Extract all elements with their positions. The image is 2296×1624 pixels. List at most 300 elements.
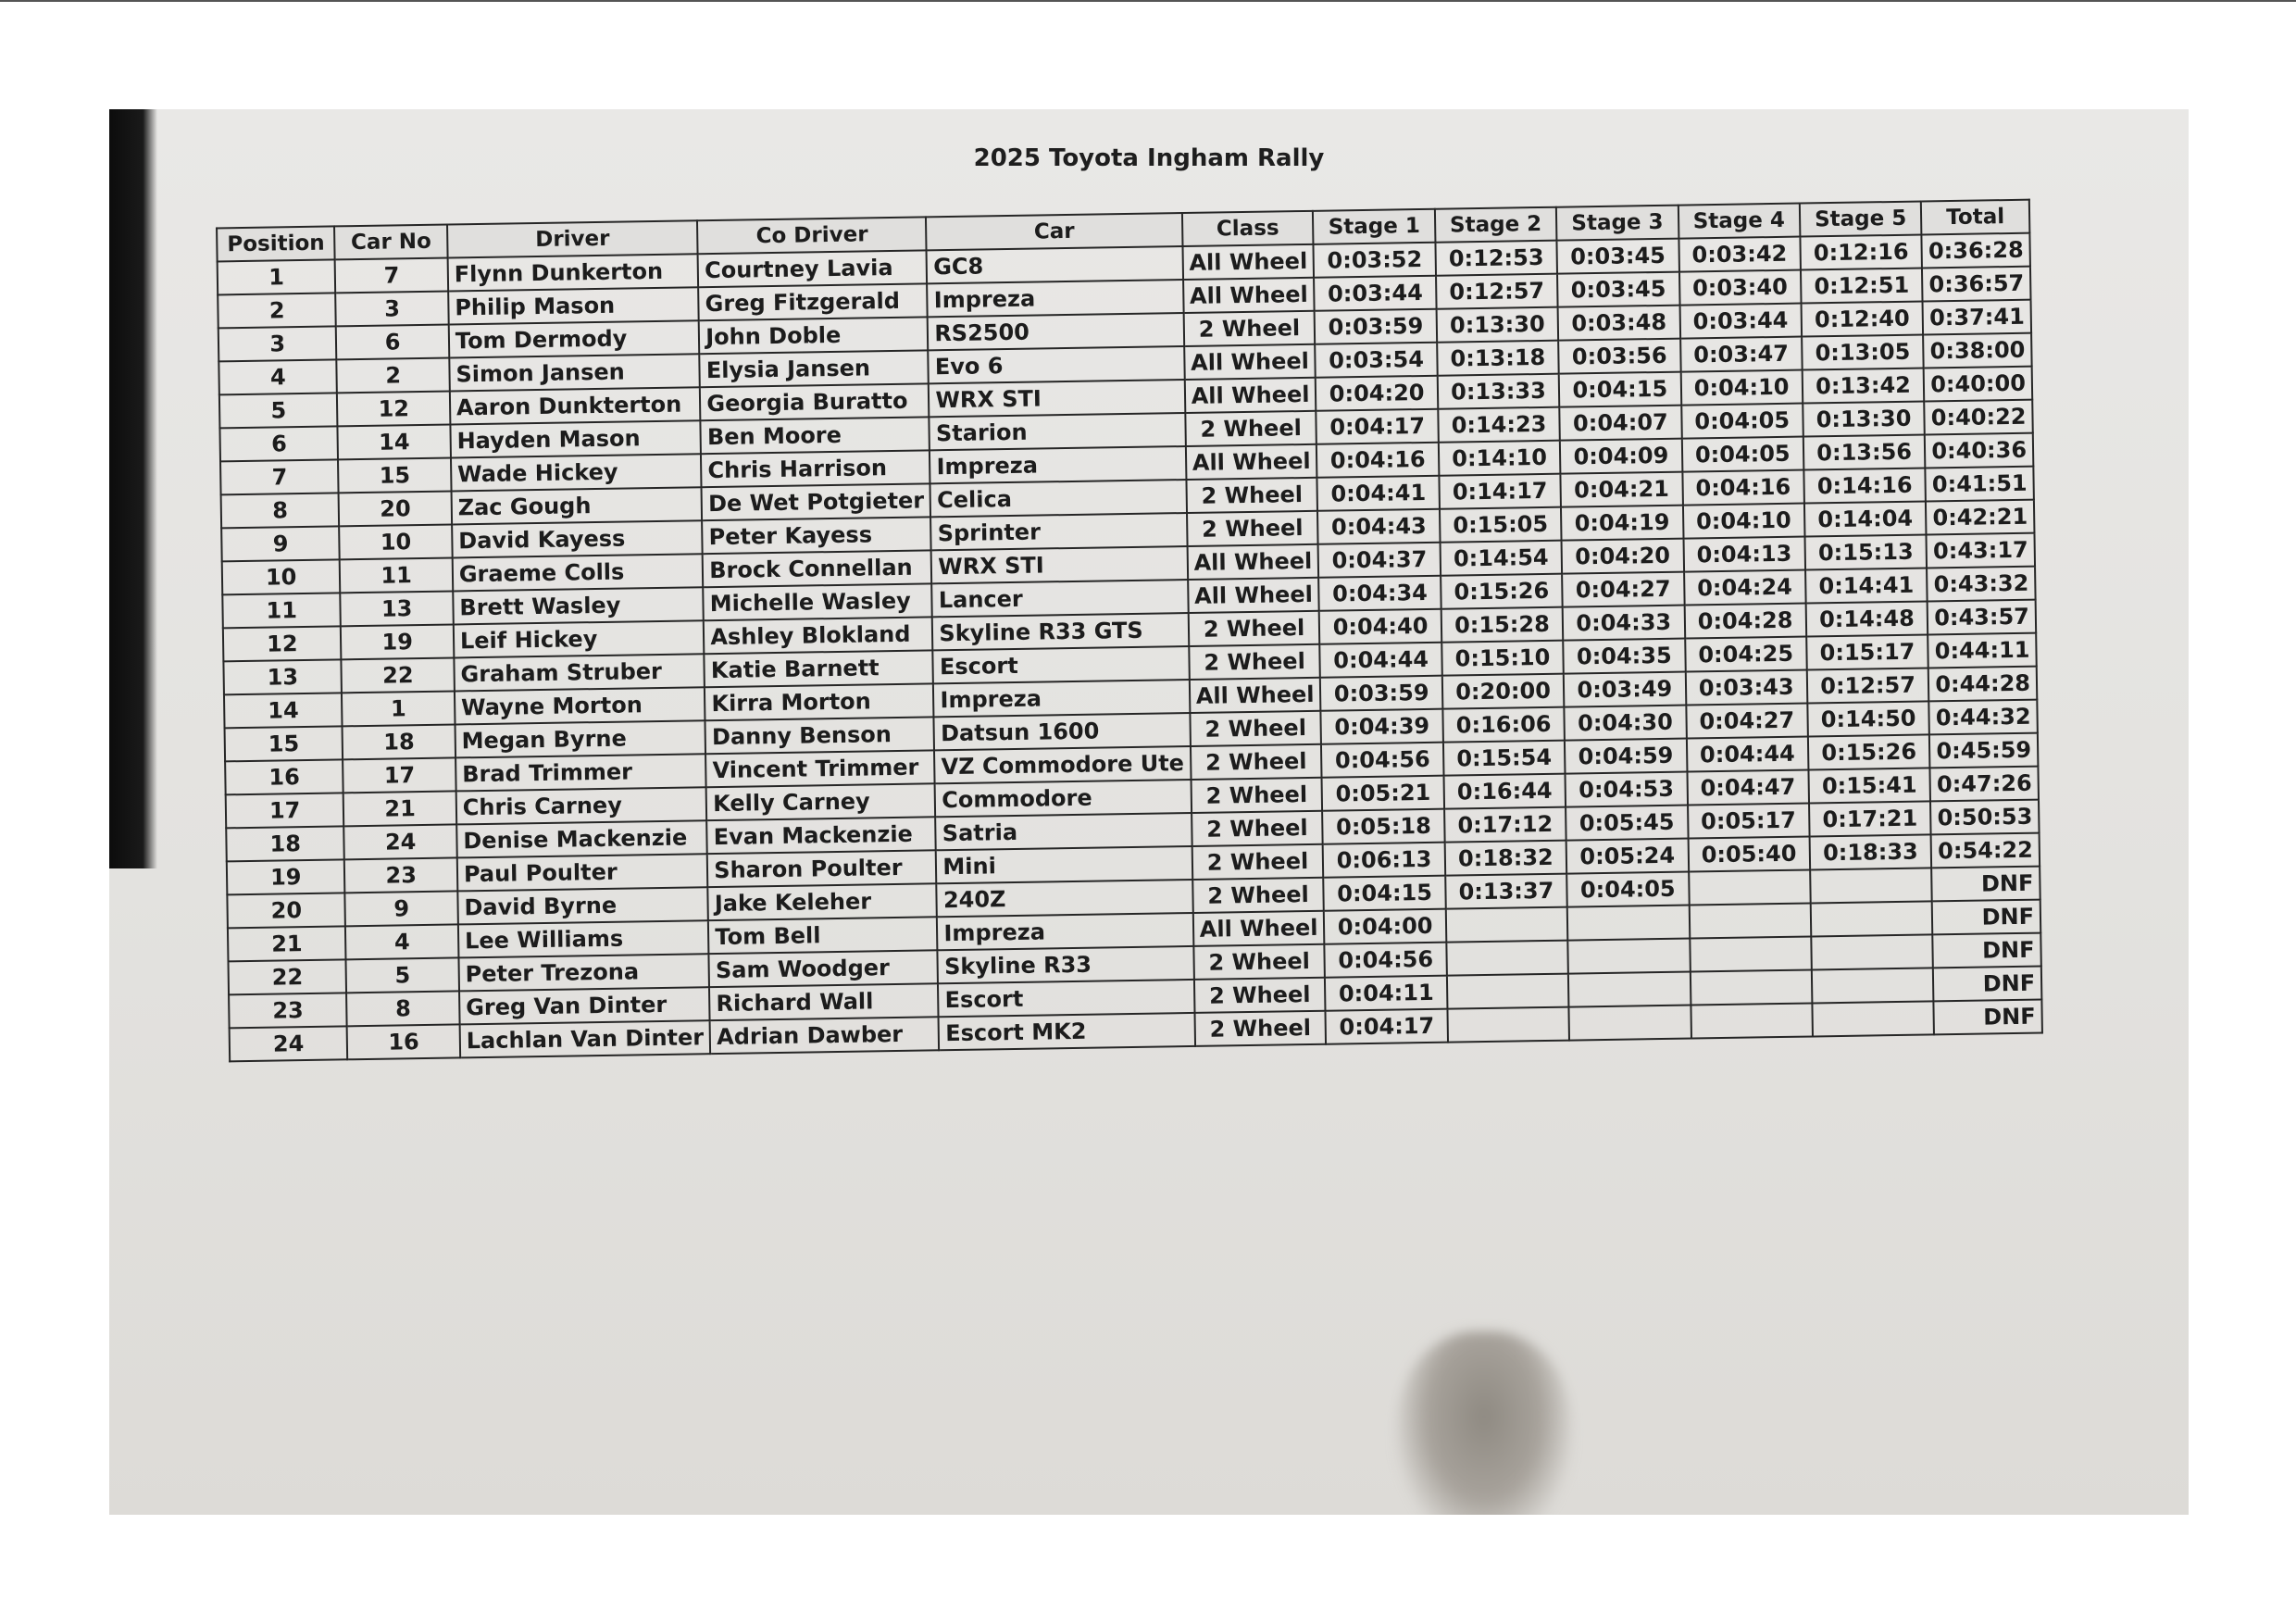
cell-stage-1: 0:03:59 xyxy=(1315,309,1437,344)
cell-total: 0:43:57 xyxy=(1928,600,2036,635)
cell-stage-3: 0:04:07 xyxy=(1559,406,1681,441)
cell-total: DNF xyxy=(1934,1000,2042,1035)
cell-stage-3: 0:04:21 xyxy=(1561,472,1683,507)
cell-stage-1: 0:03:44 xyxy=(1314,276,1436,311)
cell-driver: Zac Gough xyxy=(451,487,702,524)
cell-class: 2 Wheel xyxy=(1188,611,1319,646)
cell-position: 13 xyxy=(223,659,342,694)
cell-car-no: 22 xyxy=(342,657,455,693)
cell-class: 2 Wheel xyxy=(1192,811,1323,846)
cell-total: 0:40:36 xyxy=(1925,433,2033,468)
cell-car-no: 5 xyxy=(346,957,459,993)
cell-car: Mini xyxy=(936,846,1192,883)
cell-class: All Wheel xyxy=(1187,544,1318,580)
cell-total: 0:38:00 xyxy=(1923,333,2031,369)
cell-driver: David Kayess xyxy=(452,520,703,557)
cell-driver: Peter Trezona xyxy=(458,954,709,991)
cell-car-no: 8 xyxy=(346,991,459,1026)
cell-car-no: 1 xyxy=(342,691,455,726)
cell-total: DNF xyxy=(1933,967,2041,1002)
cell-stage-5: 0:12:40 xyxy=(1801,301,1923,336)
cell-total: 0:43:32 xyxy=(1927,567,2035,602)
cell-stage-1: 0:03:52 xyxy=(1314,243,1436,278)
cell-class: 2 Wheel xyxy=(1191,744,1322,780)
document-title: 2025 Toyota Ingham Rally xyxy=(973,144,1325,172)
cell-stage-2: 0:15:10 xyxy=(1441,641,1564,676)
cell-stage-4: 0:03:40 xyxy=(1679,270,1802,306)
cell-co-driver: Richard Wall xyxy=(709,983,939,1020)
cell-co-driver: Brock Connellan xyxy=(703,550,932,587)
cell-class: 2 Wheel xyxy=(1190,711,1321,746)
cell-stage-3: 0:04:27 xyxy=(1562,572,1684,607)
cell-position: 5 xyxy=(219,393,338,428)
cell-stage-3: 0:03:48 xyxy=(1558,306,1680,341)
cell-driver: Flynn Dunkerton xyxy=(447,254,698,291)
cell-car-no: 6 xyxy=(336,325,449,360)
cell-stage-3: 0:04:15 xyxy=(1559,372,1681,407)
cell-co-driver: Danny Benson xyxy=(705,717,935,754)
cell-stage-3: 0:05:24 xyxy=(1566,839,1689,874)
cell-position: 11 xyxy=(222,593,341,628)
cell-position: 7 xyxy=(220,459,339,494)
cell-car-no: 24 xyxy=(344,824,457,859)
cell-driver: Graeme Colls xyxy=(453,554,704,591)
cell-total: 0:45:59 xyxy=(1929,733,2038,768)
cell-driver: David Byrne xyxy=(457,887,708,924)
cell-class: 2 Wheel xyxy=(1194,1011,1326,1046)
cell-position: 4 xyxy=(218,359,337,394)
cell-stage-1: 0:06:13 xyxy=(1323,843,1445,878)
top-border-line xyxy=(0,0,2296,2)
cell-stage-1: 0:04:40 xyxy=(1319,609,1441,644)
cell-class: All Wheel xyxy=(1193,911,1325,946)
cell-co-driver: Michelle Wasley xyxy=(703,583,932,620)
cell-total: 0:44:32 xyxy=(1929,700,2038,735)
cell-total: 0:54:22 xyxy=(1931,833,2040,868)
cell-car: Celica xyxy=(930,480,1187,517)
cell-stage-1: 0:04:56 xyxy=(1325,943,1447,978)
cell-car: RS2500 xyxy=(928,313,1184,350)
cell-stage-5: 0:14:48 xyxy=(1806,601,1928,636)
cell-car: Escort xyxy=(933,646,1190,683)
cell-car: Impreza xyxy=(927,280,1183,317)
cell-position: 18 xyxy=(226,826,344,861)
cell-stage-2: 0:14:54 xyxy=(1440,541,1562,576)
cell-stage-2: 0:13:33 xyxy=(1438,374,1560,409)
cell-stage-4: 0:05:17 xyxy=(1688,803,1810,838)
header-car: Car xyxy=(926,213,1182,250)
cell-car: WRX STI xyxy=(931,546,1188,583)
cell-stage-2: 0:15:26 xyxy=(1441,574,1563,609)
cell-car-no: 9 xyxy=(345,891,458,926)
cell-car-no: 18 xyxy=(343,724,455,759)
cell-stage-1: 0:04:17 xyxy=(1316,409,1439,444)
header-total: Total xyxy=(1921,200,2029,235)
cell-total: 0:42:21 xyxy=(1926,500,2034,535)
cell-co-driver: De Wet Potgieter xyxy=(702,483,931,520)
cell-stage-2: 0:14:10 xyxy=(1439,441,1561,476)
cell-driver: Megan Byrne xyxy=(455,720,705,757)
cell-car-no: 13 xyxy=(341,591,454,626)
cell-position: 14 xyxy=(224,693,343,728)
header-class: Class xyxy=(1182,211,1314,246)
cell-co-driver: Ashley Blokland xyxy=(704,617,933,654)
cell-stage-1: 0:04:16 xyxy=(1316,443,1439,478)
cell-stage-5: 0:15:26 xyxy=(1808,734,1930,769)
cell-driver: Lee Williams xyxy=(458,920,709,957)
cell-co-driver: Sam Woodger xyxy=(709,950,939,987)
cell-total: 0:50:53 xyxy=(1930,800,2039,835)
cell-co-driver: Kelly Carney xyxy=(706,783,936,820)
cell-co-driver: Georgia Buratto xyxy=(700,383,930,420)
cell-car-no: 11 xyxy=(340,557,453,593)
cell-position: 21 xyxy=(228,926,346,961)
cell-position: 23 xyxy=(229,993,347,1028)
cell-stage-5: 0:13:05 xyxy=(1802,334,1924,369)
cell-stage-4: 0:04:10 xyxy=(1682,504,1804,539)
cell-stage-5: 0:12:57 xyxy=(1807,668,1929,703)
cell-position: 12 xyxy=(223,626,342,661)
cell-car-no: 19 xyxy=(341,624,454,659)
cell-stage-1: 0:04:43 xyxy=(1317,509,1440,544)
cell-co-driver: Jake Keleher xyxy=(708,883,938,920)
cell-driver: Wayne Morton xyxy=(455,687,705,724)
cell-stage-4: 0:04:28 xyxy=(1684,604,1806,639)
cell-stage-2: 0:14:17 xyxy=(1439,474,1561,509)
cell-driver: Lachlan Van Dinter xyxy=(459,1020,710,1057)
cell-car-no: 2 xyxy=(337,358,450,394)
cell-car-no: 23 xyxy=(344,857,457,893)
cell-class: 2 Wheel xyxy=(1194,978,1326,1013)
cell-stage-2: 0:13:18 xyxy=(1437,341,1559,376)
cell-car: Escort xyxy=(938,980,1194,1017)
cell-stage-4: 0:03:44 xyxy=(1679,304,1802,339)
cell-co-driver: Ben Moore xyxy=(701,417,930,454)
cell-total: 0:36:28 xyxy=(1922,233,2030,269)
cell-stage-4: 0:03:47 xyxy=(1680,337,1803,372)
cell-stage-4: 0:04:44 xyxy=(1686,737,1808,772)
cell-stage-1: 0:04:34 xyxy=(1319,576,1441,611)
cell-position: 8 xyxy=(221,493,340,528)
cell-total: DNF xyxy=(1931,867,2040,902)
cell-stage-3: 0:04:53 xyxy=(1566,772,1688,807)
cell-stage-5: 0:13:30 xyxy=(1803,401,1925,436)
cell-class: 2 Wheel xyxy=(1189,644,1320,680)
header-car-no: Car No xyxy=(334,225,447,260)
cell-stage-3 xyxy=(1567,939,1690,974)
cell-stage-1: 0:04:17 xyxy=(1326,1009,1448,1044)
cell-stage-4: 0:04:27 xyxy=(1686,704,1808,739)
cell-driver: Philip Mason xyxy=(448,287,699,324)
cell-stage-5: 0:14:41 xyxy=(1805,568,1928,603)
cell-stage-1: 0:03:59 xyxy=(1320,676,1442,711)
cell-stage-1: 0:04:11 xyxy=(1325,976,1447,1011)
cell-class: 2 Wheel xyxy=(1185,411,1316,446)
cell-car: Satria xyxy=(936,813,1192,850)
cell-stage-4: 0:04:10 xyxy=(1680,370,1803,406)
cell-total: DNF xyxy=(1933,933,2041,968)
cell-position: 6 xyxy=(219,426,338,461)
dark-background-edge xyxy=(109,109,157,868)
cell-class: 2 Wheel xyxy=(1193,944,1325,980)
cell-car-no: 16 xyxy=(347,1024,460,1059)
cell-stage-1: 0:04:20 xyxy=(1316,376,1438,411)
cell-stage-2: 0:17:12 xyxy=(1444,807,1566,843)
cell-total: 0:36:57 xyxy=(1922,267,2030,302)
cell-stage-2 xyxy=(1446,907,1568,943)
cell-class: 2 Wheel xyxy=(1191,778,1322,813)
cell-stage-2: 0:14:23 xyxy=(1438,407,1560,443)
header-stage-3: Stage 3 xyxy=(1556,206,1678,241)
cell-stage-2: 0:15:05 xyxy=(1440,507,1562,543)
cell-stage-2 xyxy=(1447,1007,1569,1043)
results-table xyxy=(216,199,2043,1063)
cell-stage-4: 0:04:05 xyxy=(1681,437,1803,472)
cell-driver: Graham Struber xyxy=(454,654,705,691)
cell-stage-5: 0:13:42 xyxy=(1803,368,1925,403)
cell-stage-4: 0:03:42 xyxy=(1678,237,1801,272)
cell-co-driver: Elysia Jansen xyxy=(700,350,930,387)
cell-stage-4 xyxy=(1691,1003,1813,1038)
cell-stage-2: 0:12:57 xyxy=(1436,274,1558,309)
cell-driver: Hayden Mason xyxy=(450,420,701,457)
cell-class: All Wheel xyxy=(1190,678,1321,713)
cell-co-driver: Adrian Dawber xyxy=(710,1017,940,1054)
cell-position: 15 xyxy=(225,726,343,761)
cell-stage-2 xyxy=(1446,941,1568,976)
cell-class: All Wheel xyxy=(1183,278,1315,313)
cell-car: Commodore xyxy=(935,780,1192,817)
cell-position: 2 xyxy=(218,293,336,328)
cell-car: Impreza xyxy=(937,913,1193,950)
cell-car: Impreza xyxy=(930,446,1186,483)
cell-stage-5: 0:12:51 xyxy=(1801,269,1923,304)
cell-stage-5: 0:14:50 xyxy=(1807,701,1929,736)
cell-co-driver: Kirra Morton xyxy=(705,683,934,720)
cell-car-no: 15 xyxy=(338,457,451,493)
cell-co-driver: Greg Fitzgerald xyxy=(698,283,928,320)
cell-position: 17 xyxy=(226,793,344,828)
header-co-driver: Co Driver xyxy=(697,217,927,254)
cell-car: Skyline R33 xyxy=(938,946,1194,983)
cell-total: 0:40:22 xyxy=(1924,400,2032,435)
cell-car: Lancer xyxy=(932,580,1189,617)
header-driver: Driver xyxy=(447,220,698,257)
cell-stage-3 xyxy=(1568,972,1691,1007)
cell-car-no: 4 xyxy=(345,924,458,959)
cell-stage-2: 0:12:53 xyxy=(1435,241,1557,276)
cell-car: Datsun 1600 xyxy=(934,713,1191,750)
cell-stage-3: 0:04:33 xyxy=(1563,606,1685,641)
cell-driver: Paul Poulter xyxy=(457,854,708,891)
cell-car: Skyline R33 GTS xyxy=(932,613,1189,650)
cell-car: VZ Commodore Ute xyxy=(934,746,1191,783)
results-sheet xyxy=(216,199,2043,1063)
cell-co-driver: Evan Mackenzie xyxy=(706,817,936,854)
cell-car-no: 20 xyxy=(339,491,452,526)
cell-driver: Brett Wasley xyxy=(453,587,704,624)
cell-class: 2 Wheel xyxy=(1192,878,1324,913)
cell-stage-4: 0:04:24 xyxy=(1684,570,1806,606)
cell-stage-5: 0:14:04 xyxy=(1804,501,1927,536)
cell-stage-3: 0:03:45 xyxy=(1557,239,1679,274)
cell-stage-4 xyxy=(1690,936,1812,971)
cell-car: 240Z xyxy=(937,880,1193,917)
cell-stage-4: 0:04:13 xyxy=(1683,537,1805,572)
cell-class: 2 Wheel xyxy=(1187,511,1318,546)
cell-stage-1: 0:04:39 xyxy=(1321,709,1443,744)
cell-car-no: 14 xyxy=(338,424,451,459)
cell-stage-5: 0:13:56 xyxy=(1803,434,1926,469)
cell-class: All Wheel xyxy=(1188,578,1319,613)
cell-stage-5: 0:18:33 xyxy=(1809,834,1931,869)
cell-position: 20 xyxy=(227,893,345,928)
cell-stage-1: 0:04:15 xyxy=(1324,876,1446,911)
cell-stage-1: 0:05:18 xyxy=(1323,809,1445,844)
cell-car-no: 21 xyxy=(343,791,456,826)
cell-stage-2: 0:16:44 xyxy=(1443,774,1566,809)
cell-position: 19 xyxy=(227,859,345,894)
cell-stage-1: 0:05:21 xyxy=(1322,776,1444,811)
cell-car: WRX STI xyxy=(929,380,1185,417)
cell-stage-5: 0:12:16 xyxy=(1800,235,1922,270)
cell-stage-4: 0:04:47 xyxy=(1687,769,1809,805)
cell-car: Escort MK2 xyxy=(939,1013,1195,1050)
cell-co-driver: Katie Barnett xyxy=(705,650,934,687)
cell-stage-2: 0:15:28 xyxy=(1441,607,1563,643)
cell-stage-2: 0:13:30 xyxy=(1436,307,1558,343)
cell-position: 10 xyxy=(222,559,341,594)
cell-co-driver: Tom Bell xyxy=(708,917,938,954)
cell-stage-5: 0:15:17 xyxy=(1806,634,1928,669)
cell-stage-1: 0:04:44 xyxy=(1320,643,1442,678)
cell-stage-3: 0:04:05 xyxy=(1566,872,1689,907)
cell-car: GC8 xyxy=(927,246,1183,283)
cell-stage-3: 0:05:45 xyxy=(1566,806,1688,841)
cell-stage-4 xyxy=(1689,903,1811,938)
cell-stage-1: 0:03:54 xyxy=(1316,343,1438,378)
cell-stage-3: 0:04:30 xyxy=(1565,706,1687,741)
cell-stage-4: 0:04:25 xyxy=(1685,637,1807,672)
cell-stage-2 xyxy=(1447,974,1569,1009)
cell-total: 0:40:00 xyxy=(1924,367,2032,402)
cell-stage-4: 0:05:40 xyxy=(1688,836,1810,871)
cell-stage-5: 0:14:16 xyxy=(1803,468,1926,503)
cell-stage-2: 0:15:54 xyxy=(1443,741,1566,776)
cell-stage-3 xyxy=(1567,906,1690,941)
cell-car-no: 10 xyxy=(340,524,453,559)
cell-total: 0:44:28 xyxy=(1928,667,2037,702)
cell-class: All Wheel xyxy=(1184,344,1316,380)
header-stage-4: Stage 4 xyxy=(1678,204,1800,239)
cell-co-driver: Courtney Lavia xyxy=(698,250,928,287)
finger-shadow xyxy=(1396,1331,1572,1515)
cell-total: 0:44:11 xyxy=(1928,633,2036,668)
cell-position: 22 xyxy=(228,959,346,994)
cell-stage-4: 0:04:16 xyxy=(1682,470,1804,506)
cell-position: 24 xyxy=(230,1026,348,1061)
cell-car-no: 17 xyxy=(343,757,456,793)
header-position: Position xyxy=(217,226,335,261)
cell-stage-4 xyxy=(1689,869,1811,905)
cell-total: 0:47:26 xyxy=(1930,767,2039,802)
cell-stage-3: 0:04:19 xyxy=(1561,506,1683,541)
cell-stage-1: 0:04:41 xyxy=(1317,476,1440,511)
cell-class: All Wheel xyxy=(1186,444,1317,480)
cell-stage-2: 0:20:00 xyxy=(1442,674,1565,709)
cell-total: 0:43:17 xyxy=(1927,533,2035,568)
cell-stage-5: 0:15:41 xyxy=(1808,768,1930,803)
cell-driver: Leif Hickey xyxy=(454,620,705,657)
cell-driver: Wade Hickey xyxy=(451,454,702,491)
cell-stage-3: 0:03:45 xyxy=(1557,272,1679,307)
cell-class: All Wheel xyxy=(1184,378,1316,413)
cell-stage-1: 0:04:56 xyxy=(1321,743,1443,778)
cell-stage-3: 0:04:59 xyxy=(1565,739,1687,774)
cell-stage-3: 0:03:56 xyxy=(1558,339,1680,374)
cell-car-no: 3 xyxy=(336,292,449,327)
cell-stage-5 xyxy=(1812,968,1934,1003)
cell-driver: Chris Carney xyxy=(456,787,707,824)
results-body xyxy=(218,233,2042,1062)
header-stage-5: Stage 5 xyxy=(1800,202,1922,237)
cell-stage-3: 0:03:49 xyxy=(1564,672,1686,707)
cell-class: 2 Wheel xyxy=(1186,478,1317,513)
cell-stage-3: 0:04:09 xyxy=(1560,439,1682,474)
cell-total: 0:37:41 xyxy=(1923,300,2031,335)
cell-stage-5: 0:15:13 xyxy=(1804,534,1927,569)
cell-car-no: 12 xyxy=(337,392,450,427)
cell-co-driver: Vincent Trimmer xyxy=(705,750,935,787)
cell-stage-1: 0:04:00 xyxy=(1324,909,1446,944)
cell-position: 9 xyxy=(221,526,340,561)
cell-stage-5: 0:17:21 xyxy=(1809,801,1931,836)
cell-stage-5 xyxy=(1810,868,1932,903)
cell-car-no: 7 xyxy=(335,258,448,294)
cell-stage-4 xyxy=(1690,969,1812,1005)
cell-car: Impreza xyxy=(933,680,1190,717)
document-photo xyxy=(109,109,2189,1515)
cell-driver: Denise Mackenzie xyxy=(456,820,707,857)
cell-co-driver: John Doble xyxy=(699,317,929,354)
cell-position: 3 xyxy=(218,326,337,361)
cell-total: DNF xyxy=(1932,900,2040,935)
cell-stage-5 xyxy=(1811,934,1933,969)
cell-co-driver: Sharon Poulter xyxy=(707,850,937,887)
cell-position: 1 xyxy=(218,259,336,294)
cell-co-driver: Chris Harrison xyxy=(701,450,930,487)
cell-class: All Wheel xyxy=(1182,244,1314,280)
cell-total: 0:41:51 xyxy=(1926,467,2034,502)
cell-stage-1: 0:04:37 xyxy=(1318,543,1441,578)
cell-stage-2: 0:16:06 xyxy=(1442,707,1565,743)
cell-driver: Simon Jansen xyxy=(449,354,700,391)
cell-car: Starion xyxy=(930,413,1186,450)
cell-driver: Aaron Dunkterton xyxy=(450,387,701,424)
cell-driver: Greg Van Dinter xyxy=(459,987,710,1024)
cell-stage-5 xyxy=(1812,1001,1934,1036)
cell-stage-4: 0:04:05 xyxy=(1681,404,1803,439)
cell-car: Sprinter xyxy=(930,513,1187,550)
cell-stage-3 xyxy=(1569,1006,1691,1041)
cell-stage-2: 0:18:32 xyxy=(1444,841,1566,876)
cell-class: 2 Wheel xyxy=(1192,844,1323,880)
cell-stage-3: 0:04:35 xyxy=(1563,639,1685,674)
cell-position: 16 xyxy=(225,759,343,794)
cell-driver: Tom Dermody xyxy=(449,320,700,357)
cell-class: 2 Wheel xyxy=(1183,311,1315,346)
cell-co-driver: Peter Kayess xyxy=(702,517,931,554)
